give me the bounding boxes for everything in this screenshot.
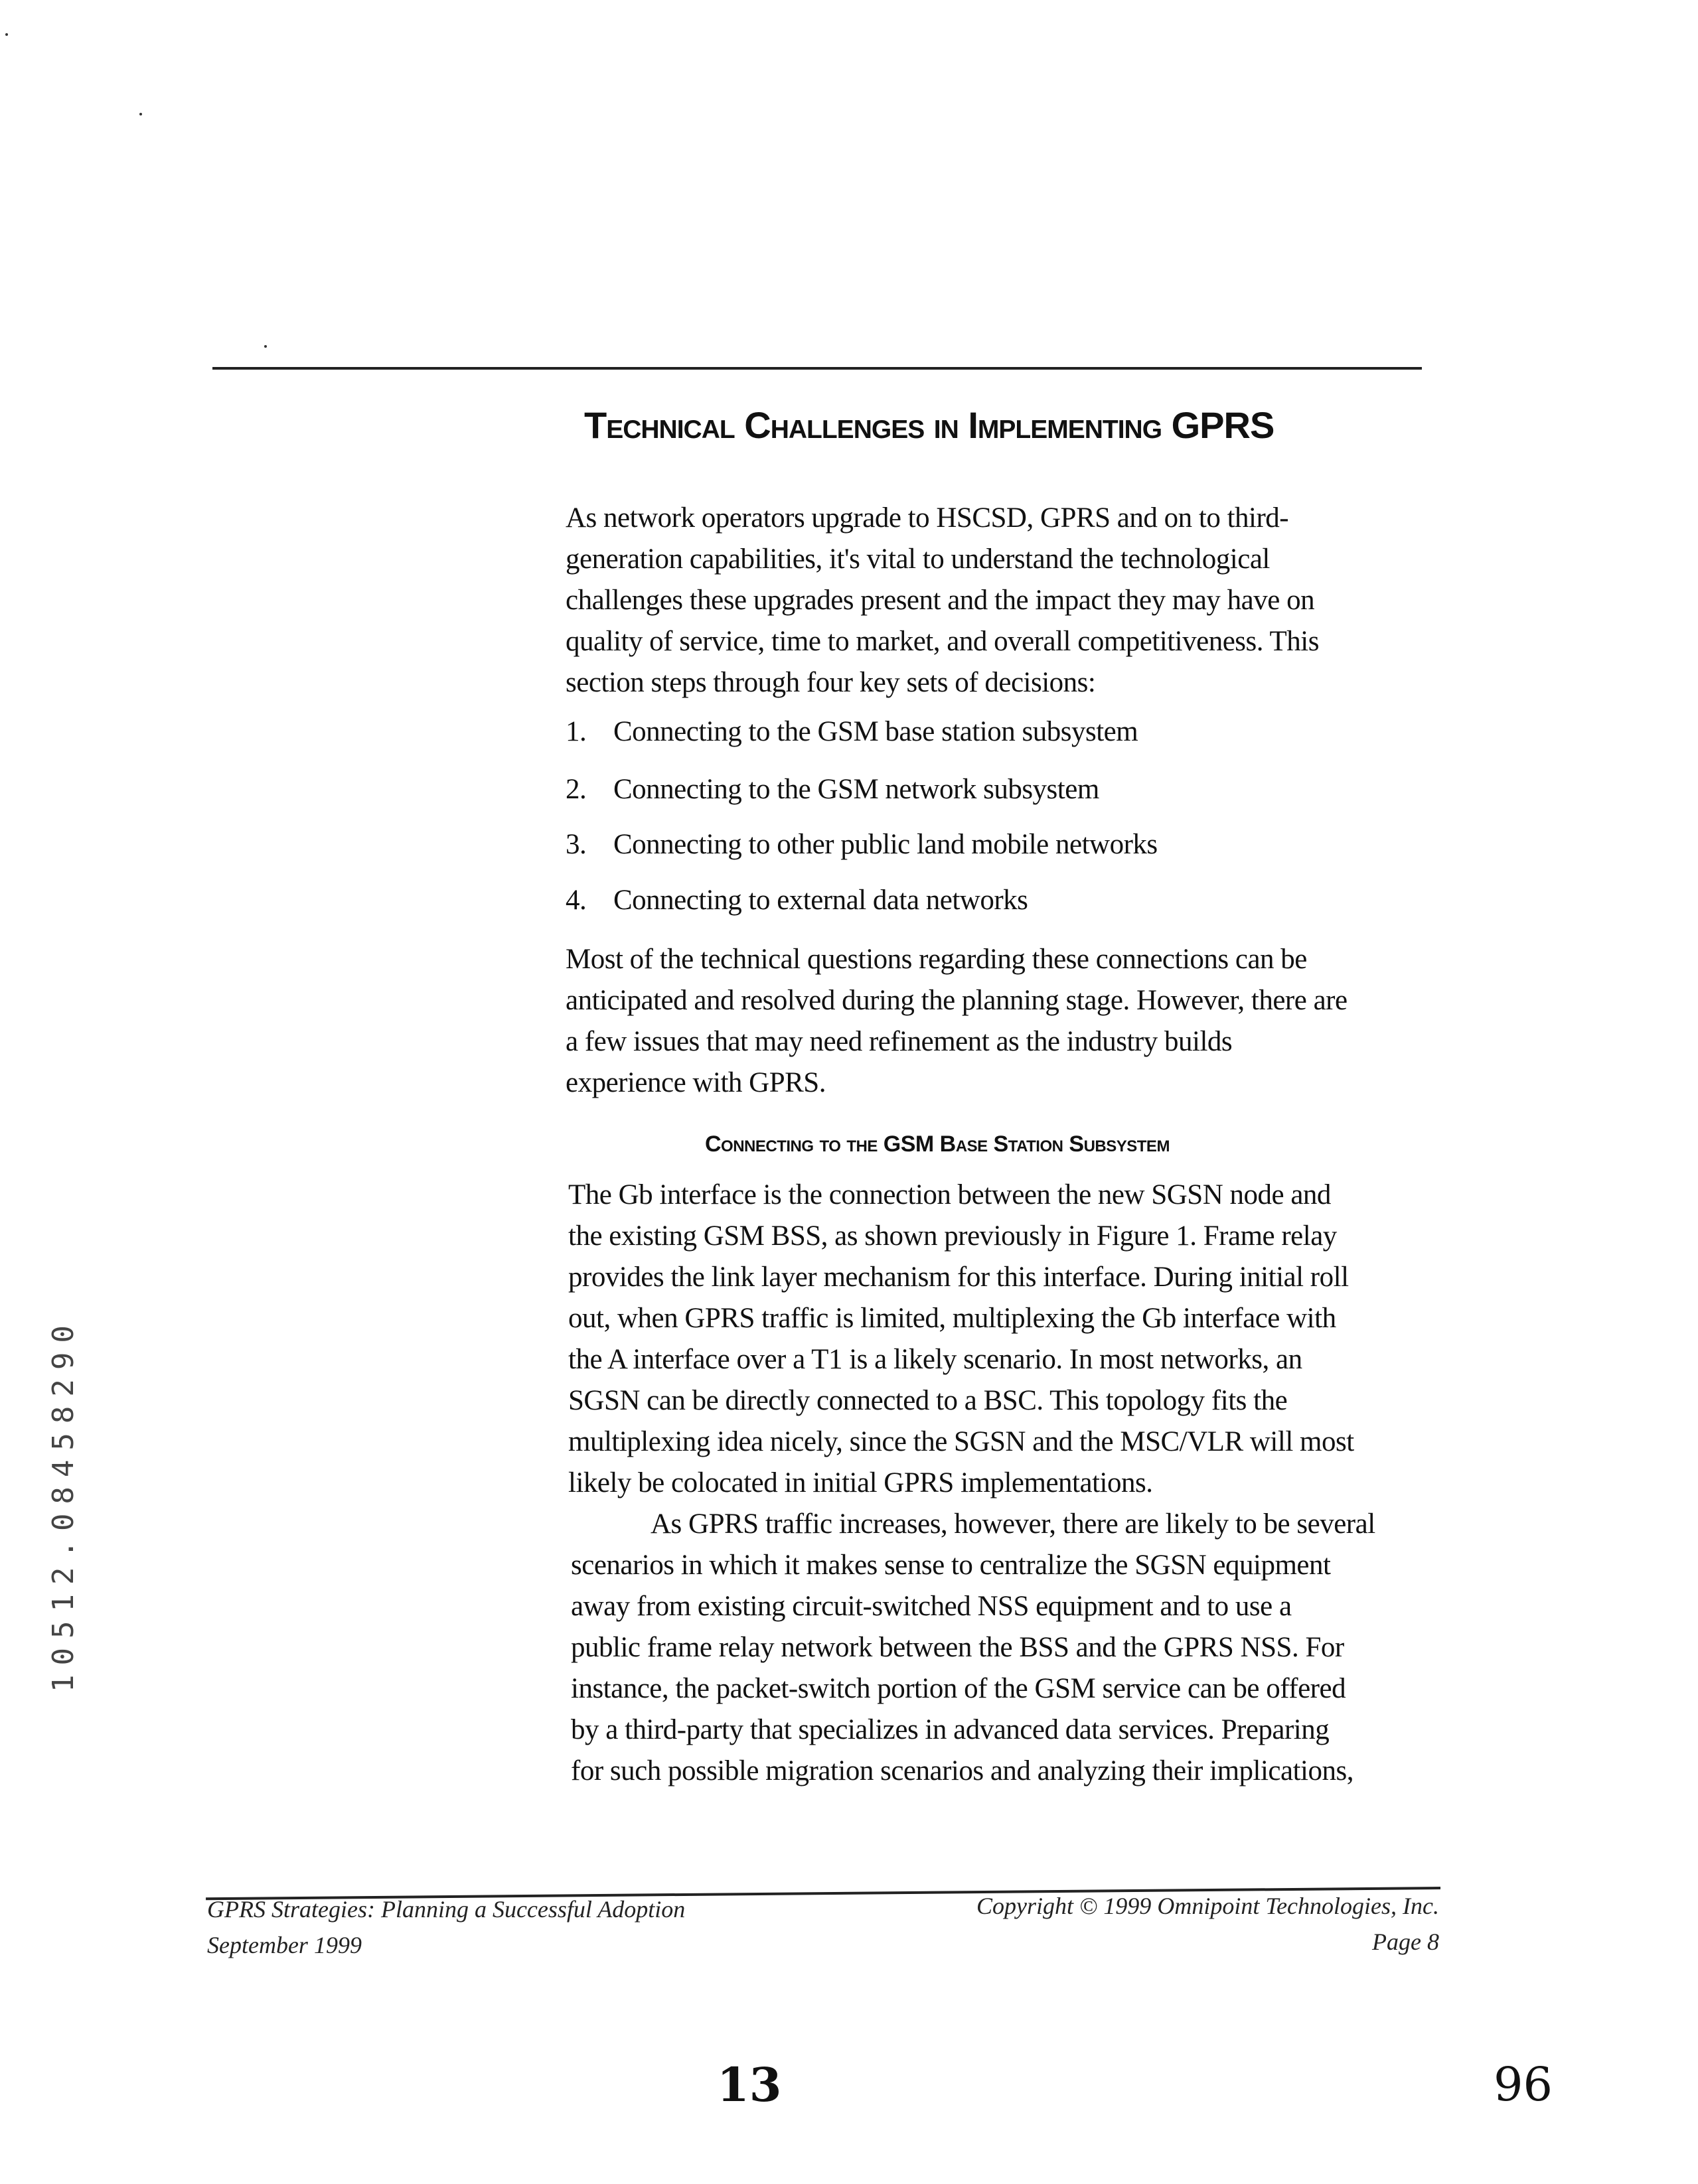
list-text: Connecting to the GSM network subsystem	[613, 774, 1099, 805]
list-number: 1.	[566, 715, 613, 748]
header-rule	[212, 367, 1422, 370]
text-line: by a third-party that specializes in advanced data services. Preparing	[571, 1710, 1375, 1751]
list-item	[566, 715, 1138, 748]
paragraph-3	[568, 1175, 1354, 1504]
text-line: the existing GSM BSS, as shown previously in Figure 1. Frame relay	[568, 1216, 1354, 1257]
side-stamp-text: 10512.08458290	[46, 1316, 80, 1692]
text-line: quality of service, time to market, and overall competitiveness. This	[566, 621, 1319, 662]
handwritten-number-right: 96	[1494, 2057, 1553, 2112]
scan-speck	[264, 345, 267, 348]
text-line: instance, the packet-switch portion of the GSM service can be offered	[571, 1668, 1375, 1710]
scan-speck	[139, 113, 142, 115]
list-text: Connecting to external data networks	[613, 885, 1028, 916]
footer-date: September 1999	[207, 1927, 685, 1963]
list-number: 2.	[566, 773, 613, 806]
text-line: As network operators upgrade to HSCSD, GPRS and on to third-	[566, 498, 1319, 539]
footer-copyright: Copyright © 1999 Omnipoint Technologies, Inc.	[976, 1888, 1439, 1924]
footer-right	[976, 1888, 1439, 1960]
list-number: 3.	[566, 828, 613, 861]
text-line: out, when GPRS traffic is limited, multiplexing the Gb interface with	[568, 1298, 1354, 1339]
text-line: The Gb interface is the connection between the new SGSN node and	[568, 1175, 1354, 1216]
paragraph-2	[566, 939, 1348, 1104]
paragraph-4	[571, 1504, 1375, 1792]
text-line: a few issues that may need refinement as the industry builds	[566, 1021, 1348, 1062]
scan-speck	[5, 33, 8, 36]
text-line: challenges these upgrades present and the impact they may have on	[566, 580, 1319, 621]
text-line: scenarios in which it makes sense to centralize the SGSN equipment	[571, 1545, 1375, 1586]
list-text: Connecting to other public land mobile networks	[613, 829, 1158, 860]
list-text: Connecting to the GSM base station subsystem	[613, 716, 1138, 747]
text-line: section steps through four key sets of decisions:	[566, 662, 1319, 703]
text-line: Most of the technical questions regarding these connections can be	[566, 939, 1348, 980]
text-line: multiplexing idea nicely, since the SGSN and the MSC/VLR will most	[568, 1421, 1354, 1463]
text-line: provides the link layer mechanism for this interface. During initial roll	[568, 1257, 1354, 1298]
text-line: generation capabilities, it's vital to understand the technological	[566, 539, 1319, 580]
text-line: anticipated and resolved during the planning stage. However, there are	[566, 980, 1348, 1021]
list-number: 4.	[566, 884, 613, 916]
footer-left	[207, 1891, 685, 1963]
text-line: SGSN can be directly connected to a BSC. This topology fits the	[568, 1380, 1354, 1421]
text-line: As GPRS traffic increases, however, there are likely to be several	[571, 1504, 1375, 1545]
text-line: likely be colocated in initial GPRS implementations.	[568, 1463, 1354, 1504]
list-item	[566, 828, 1158, 861]
section-subheading: Connecting to the GSM Base Station Subsystem	[705, 1131, 1170, 1157]
text-line: public frame relay network between the BSS and the GPRS NSS. For	[571, 1627, 1375, 1668]
handwritten-number: 13	[717, 2057, 781, 2112]
footer-page-number: Page 8	[976, 1924, 1439, 1960]
intro-paragraph	[566, 498, 1319, 703]
text-line: away from existing circuit-switched NSS equipment and to use a	[571, 1586, 1375, 1627]
list-item	[566, 884, 1028, 916]
footer-doc-title: GPRS Strategies: Planning a Successful Adoption	[207, 1891, 685, 1927]
list-item	[566, 773, 1099, 806]
text-line: the A interface over a T1 is a likely scenario. In most networks, an	[568, 1339, 1354, 1380]
page-title: Technical Challenges in Implementing GPRS	[584, 403, 1274, 447]
text-line: for such possible migration scenarios and analyzing their implications,	[571, 1751, 1375, 1792]
text-line: experience with GPRS.	[566, 1062, 1348, 1104]
